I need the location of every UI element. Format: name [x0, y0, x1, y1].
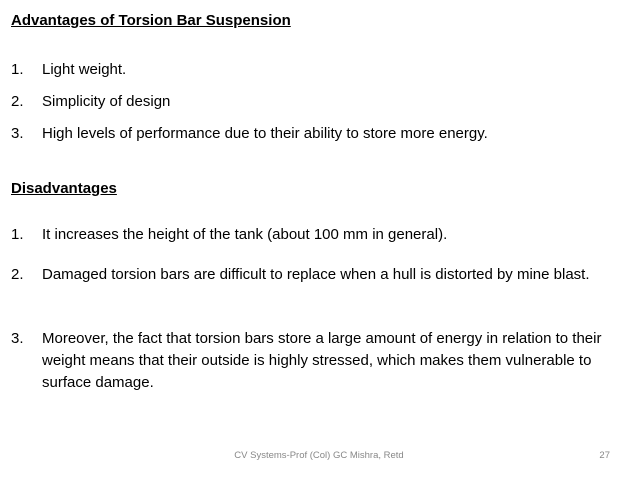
item-number: 2. — [11, 266, 24, 283]
advantage-item — [11, 91, 631, 113]
item-number: 3. — [11, 330, 24, 347]
item-number: 3. — [11, 125, 24, 142]
footer-credit: CV Systems-Prof (Col) GC Mishra, Retd — [234, 450, 404, 461]
disadvantage-item — [11, 224, 631, 246]
item-number: 1. — [11, 61, 24, 78]
item-text: Moreover, the fact that torsion bars store a large amount of energy in relation to their weight means that their outside is highly stressed, which makes them vulnerable to surface damage. — [42, 330, 602, 391]
advantage-item — [11, 123, 631, 145]
disadvantages-heading: Disadvantages — [11, 180, 117, 197]
item-text: High levels of performance due to their ability to store more energy. — [42, 125, 488, 142]
item-text: It increases the height of the tank (about 100 mm in general). — [42, 226, 448, 243]
advantages-heading: Advantages of Torsion Bar Suspension — [11, 12, 291, 29]
advantage-item — [11, 59, 631, 81]
page-number: 27 — [599, 450, 610, 461]
item-text: Damaged torsion bars are difficult to replace when a hull is distorted by mine blast. — [42, 266, 590, 283]
disadvantage-item — [11, 328, 631, 394]
item-number: 1. — [11, 226, 24, 243]
item-text: Light weight. — [42, 61, 127, 78]
disadvantage-item — [11, 264, 631, 286]
item-text: Simplicity of design — [42, 93, 171, 110]
item-number: 2. — [11, 93, 24, 110]
